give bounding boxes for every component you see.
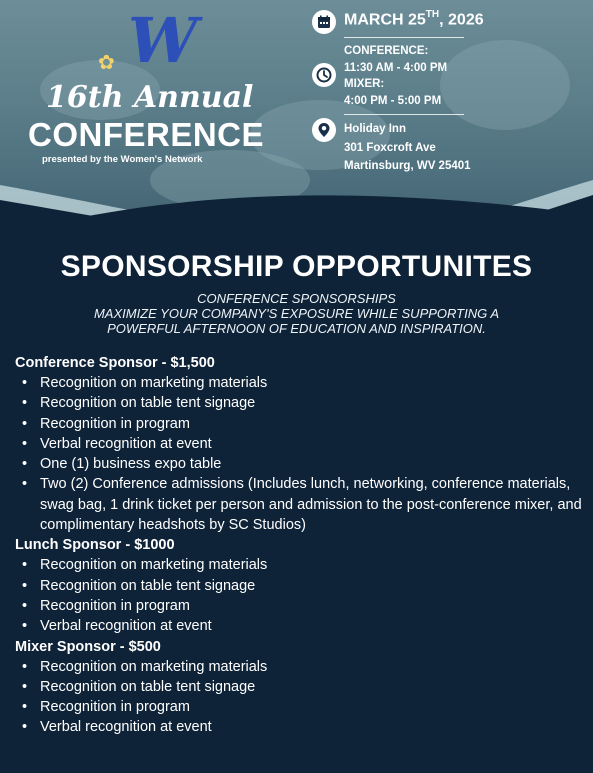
conference-label: CONFERENCE:: [344, 45, 429, 57]
divider-line: [344, 37, 464, 38]
perk-item: • Two (2) Conference admissions (Includes lunch, networking, conference materials, swag bag, 1 drink ticket per person and admission to the post-conference mixer, and complimentary headshots by SC Studios): [15, 474, 585, 535]
perk-item: • Recognition on marketing materials: [15, 657, 585, 677]
flower-icon: ✿: [98, 50, 115, 74]
photo-blur-shape: [440, 40, 570, 130]
perk-item: • Verbal recognition at event: [15, 616, 585, 636]
perk-item: • Recognition on table tent signage: [15, 576, 585, 596]
perk-item: • Recognition on table tent signage: [15, 677, 585, 697]
perk-item: • Recognition in program: [15, 697, 585, 717]
venue-city: Martinsburg, WV 25401: [344, 160, 471, 172]
clock-icon: [312, 63, 336, 87]
perk-item: • Recognition in program: [15, 596, 585, 616]
logo-annual-text: 16th Annual: [46, 80, 254, 115]
tier-perk-list: [15, 555, 585, 636]
sponsorship-tiers: [15, 353, 585, 738]
perk-item: • Verbal recognition at event: [15, 717, 585, 737]
perk-item: • Recognition in program: [15, 414, 585, 434]
perk-item: • Verbal recognition at event: [15, 434, 585, 454]
calendar-icon: [312, 10, 336, 34]
venue-name: Holiday Inn: [344, 123, 406, 135]
venue-street: 301 Foxcroft Ave: [344, 142, 436, 154]
tier-perk-list: [15, 373, 585, 535]
page-title: SPONSORSHIP OPPORTUNITES: [60, 250, 533, 283]
tier-heading: Lunch Sponsor - $1000: [15, 537, 175, 554]
subtitle-line-3: POWERFUL AFTERNOON OF EDUCATION AND INSPIRATION.: [107, 321, 486, 336]
logo-presenter-text: presented by the Women's Network: [42, 154, 203, 165]
mixer-time: 4:00 PM - 5:00 PM: [344, 95, 442, 107]
subtitle-line-2: MAXIMIZE YOUR COMPANY'S EXPOSURE WHILE SUPPORTING A: [93, 306, 500, 321]
subtitle-line-1: CONFERENCE SPONSORSHIPS: [197, 291, 396, 306]
perk-item: • Recognition on marketing materials: [15, 373, 585, 393]
logo-w-letter: W: [128, 4, 198, 77]
perk-item: • Recognition on table tent signage: [15, 393, 585, 413]
mixer-label: MIXER:: [344, 78, 385, 90]
perk-item: • Recognition on marketing materials: [15, 555, 585, 575]
event-date: MARCH 25TH, 2026: [344, 9, 484, 29]
conference-logo: [20, 6, 280, 166]
location-pin-icon: [312, 118, 336, 142]
tier-heading: Mixer Sponsor - $500: [15, 638, 161, 655]
tier-heading: Conference Sponsor - $1,500: [15, 355, 215, 371]
logo-conference-text: CONFERENCE: [28, 116, 265, 153]
divider-line: [344, 114, 464, 115]
tier-perk-list: [15, 657, 585, 738]
conference-time: 11:30 AM - 4:00 PM: [344, 62, 448, 74]
perk-item: • One (1) business expo table: [15, 454, 585, 474]
